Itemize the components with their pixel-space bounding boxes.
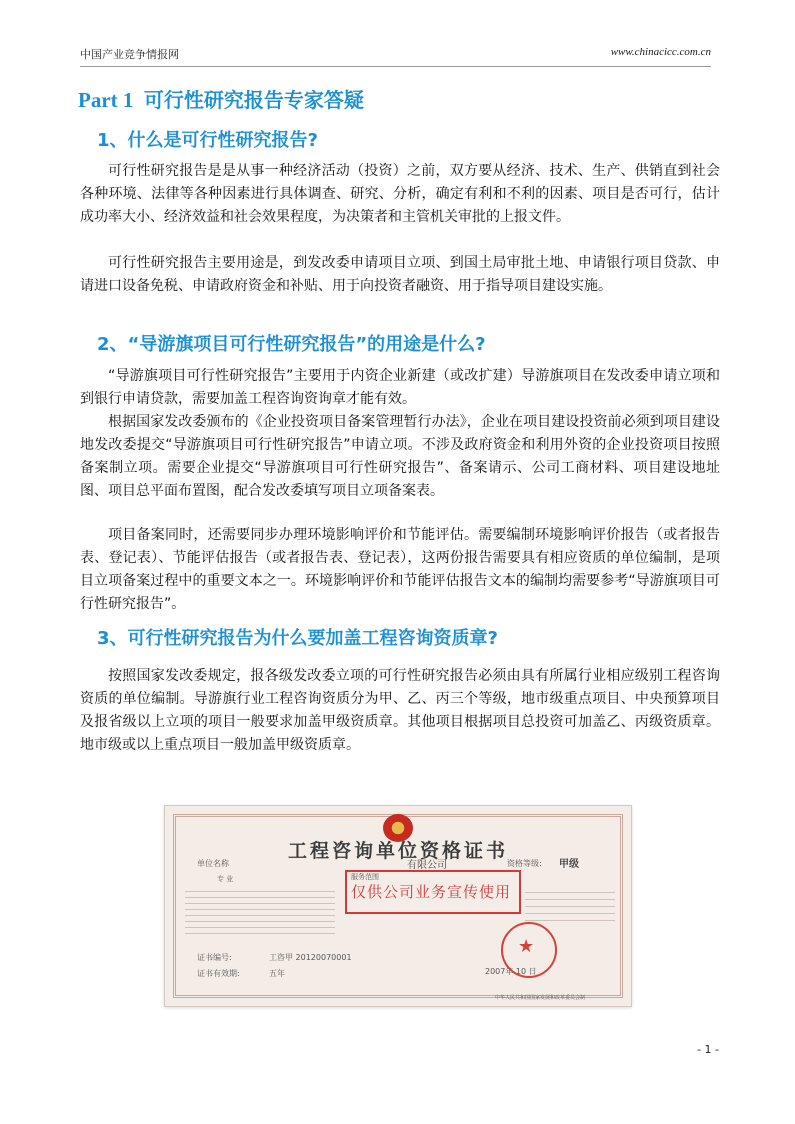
section-1-paragraph-1: 可行性研究报告是是从事一种经济活动（投资）之前，双方要从经济、技术、生产、供销直到社会各种环境、法律等各种因素进行具体调查、研究、分析，确定有利和不利的因素、项目是否可行，估计成功率大小、经济效益和社会效果程度，为决策者和主管机关审批的上报文件。 <box>80 163 720 225</box>
certificate-grade-value: 甲级 <box>559 859 579 870</box>
section-3-paragraph-1: 按照国家发改委规定，报各级发改委立项的可行性研究报告必须由具有所属行业相应级别工程咨询资质的单位编制。导游旗行业工程咨询资质分为甲、乙、丙三个等级，地市级重点项目、中央预算项目及报省级以上立项的项目一般要求加盖甲级资质章。其他项目根据项目总投资可加盖乙、丙级资质章。地市级或以上重点项目一般加盖甲级资质章。 <box>80 668 720 753</box>
section-2-paragraph-1: “导游旗项目可行性研究报告”主要用于内资企业新建（或改扩建）导游旗项目在发改委申请立项和到银行申请贷款，需要加盖工程咨询资询章才能有效。 <box>80 368 720 407</box>
part-number: Part 1 <box>78 88 134 112</box>
certificate-unit-value: 有限公司 <box>407 860 447 871</box>
certificate-scope-text <box>525 886 615 926</box>
certificate-title: 工程咨询单位资格证书 <box>287 840 508 862</box>
watermark-stamp-text: 仅供公司业务宣传使用 <box>351 883 512 901</box>
header-site-name: 中国产业竞争情报网 <box>80 48 179 61</box>
certificate-grade-label: 资格等级: <box>507 859 542 868</box>
certificate-date: 2007年 10 日 <box>485 967 537 976</box>
certificate-number-value: 工咨甲 20120070001 <box>269 953 352 962</box>
section-1-paragraph-2: 可行性研究报告主要用途是，到发改委申请项目立项、到国土局审批土地、申请银行项目贷款、申请进口设备免税、申请政府资金和补贴、用于向投资者融资、用于指导项目建设实施。 <box>80 255 720 294</box>
page-number: - 1 - <box>697 1043 719 1056</box>
certificate-scope-label: 服务范围 <box>351 873 379 881</box>
header-divider <box>80 66 711 67</box>
section-2-paragraph-2: 根据国家发改委颁布的《企业投资项目备案管理暂行办法》，企业在项目建设投资前必须到项目建设地发改委提交“导游旗项目可行性研究报告”申请立项。不涉及政府资金和利用外资的企业投资项目按照备案制立项。需要企业提交“导游旗项目可行性研究报告”、备案请示、公司工商材料、项目建设地址图、项目总平面布置图，配合发改委填写项目立项备案表。 <box>80 414 720 499</box>
certificate-number-label: 证书编号: <box>197 953 232 962</box>
qualification-certificate-image <box>164 805 632 1007</box>
part-title: 可行性研究报告专家答疑 <box>143 88 364 112</box>
part-heading <box>78 84 364 113</box>
header-url[interactable]: www.chinacicc.com.cn <box>610 46 711 58</box>
certificate-validity-value: 五年 <box>269 969 285 978</box>
certificate-specialty-label: 专 业 <box>217 875 234 883</box>
section-3-title: 3、可行性研究报告为什么要加盖工程咨询资质章? <box>97 628 498 649</box>
certificate-unit-label: 单位名称 <box>197 859 229 868</box>
certificate-specialty-text <box>185 886 335 936</box>
section-2-title: 2、“导游旗项目可行性研究报告”的用途是什么? <box>97 334 486 355</box>
certificate-validity-label: 证书有效期: <box>197 969 240 978</box>
section-2-paragraph-3: 项目备案同时，还需要同步办理环境影响评价和节能评估。需要编制环境影响评价报告（或者报告表、登记表）、节能评估报告（或者报告表、登记表），这两份报告需要具有相应资质的单位编制，是项目立项备案过程中的重要文本之一。环境影响评价和节能评估报告文本的编制均需要参考“导游旗项目可行性研究报告”。 <box>80 527 720 612</box>
section-1-title: 1、什么是可行性研究报告? <box>97 130 318 151</box>
certificate-issuer: 中华人民共和国国家发展和改革委员会制 <box>495 995 586 1001</box>
